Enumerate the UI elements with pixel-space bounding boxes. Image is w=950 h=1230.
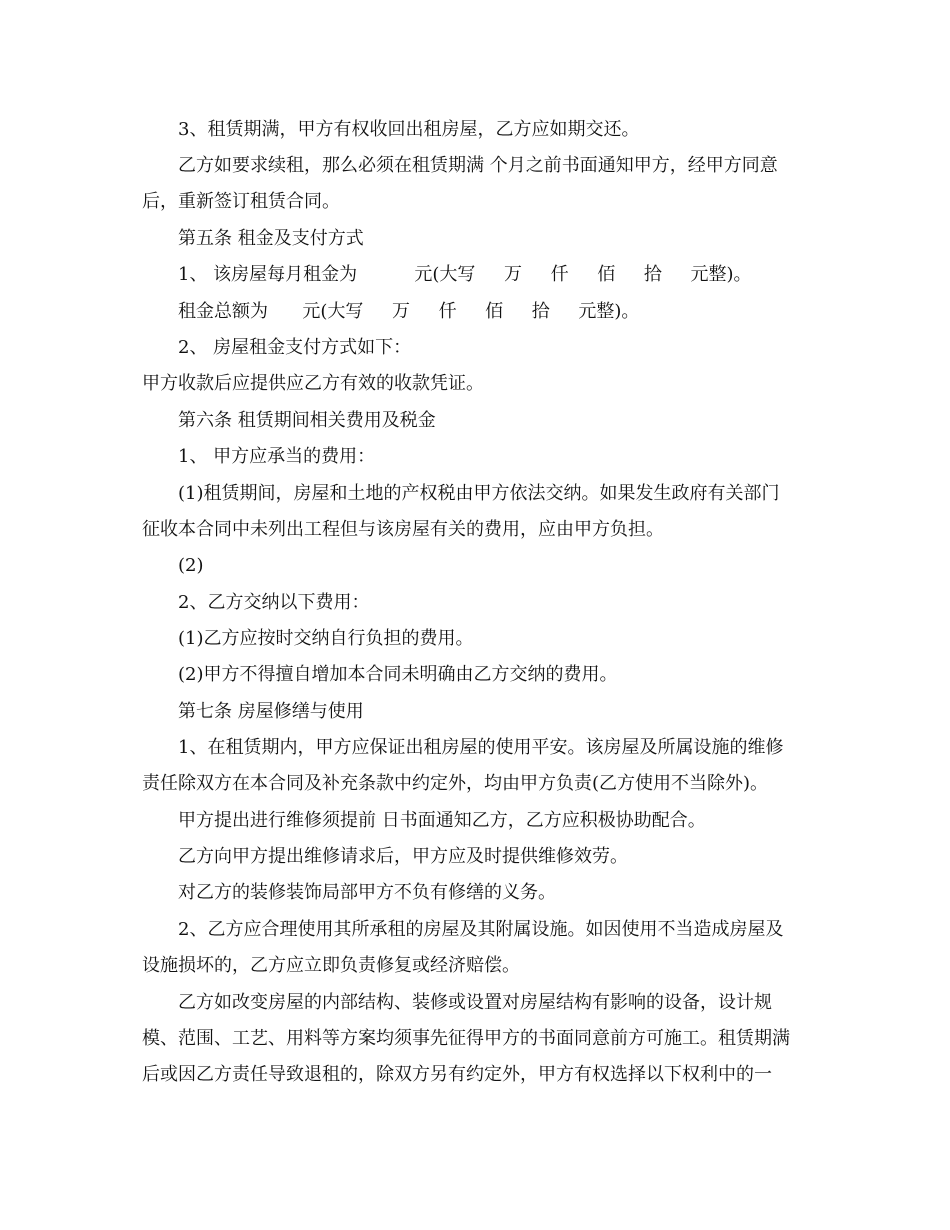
paragraph-line: 责任除双方在本合同及补充条款中约定外，均由甲方负责(乙方使用不当除外)。 (142, 773, 769, 794)
paragraph-line: 对乙方的装修装饰局部甲方不负有修缮的义务。 (178, 882, 556, 903)
paragraph-line: 租金总额为 元(大写 万 仟 佰 拾 元整)。 (178, 301, 640, 322)
section-heading: 第六条 租赁期间相关费用及税金 (178, 410, 436, 431)
paragraph-line: 1、 该房屋每月租金为 元(大写 万 仟 佰 拾 元整)。 (178, 264, 752, 285)
paragraph-line: 设施损坏的，乙方应立即负责修复或经济赔偿。 (142, 955, 520, 976)
paragraph-line: (1)租赁期间，房屋和土地的产权税由甲方依法交纳。如果发生政府有关部门 (178, 483, 780, 504)
paragraph-line: 甲方提出进行维修须提前 日书面通知乙方，乙方应积极协助配合。 (178, 810, 706, 831)
paragraph-line: 乙方如改变房屋的内部结构、装修或设置对房屋结构有影响的设备，设计规 (178, 992, 772, 1013)
paragraph-line: 2、乙方应合理使用其所承租的房屋及其附属设施。如因使用不当造成房屋及 (178, 919, 784, 940)
section-heading: 第五条 租金及支付方式 (178, 228, 364, 249)
paragraph-line: 2、 房屋租金支付方式如下： (178, 337, 412, 358)
paragraph-line: 乙方向甲方提出维修请求后，甲方应及时提供维修效劳。 (178, 846, 628, 867)
paragraph-line: 乙方如要求续租，那么必须在租赁期满 个月之前书面通知甲方，经甲方同意 (178, 155, 778, 176)
paragraph-line: 模、范围、工艺、用料等方案均须事先征得甲方的书面同意前方可施工。租赁期满 (142, 1028, 790, 1049)
paragraph-line: 征收本合同中未列出工程但与该房屋有关的费用，应由甲方负担。 (142, 519, 664, 540)
paragraph-line: 1、 甲方应承当的费用： (178, 446, 376, 467)
paragraph-line: (1)乙方应按时交纳自行负担的费用。 (178, 628, 474, 649)
paragraph-line: (2)甲方不得擅自增加本合同未明确由乙方交纳的费用。 (178, 664, 618, 685)
paragraph-line: 后，重新签订租赁合同。 (142, 191, 340, 212)
section-heading: 第七条 房屋修缮与使用 (178, 701, 364, 722)
paragraph-line: 1、在租赁期内，甲方应保证出租房屋的使用平安。该房屋及所属设施的维修 (178, 737, 784, 758)
paragraph-line: 甲方收款后应提供应乙方有效的收款凭证。 (142, 373, 484, 394)
paragraph-line: 2、乙方交纳以下费用： (178, 592, 370, 613)
paragraph-line: 3、租赁期满，甲方有权收回出租房屋，乙方应如期交还。 (178, 119, 640, 140)
paragraph-line: 后或因乙方责任导致退租的，除双方另有约定外，甲方有权选择以下权利中的一 (142, 1064, 772, 1085)
paragraph-line: (2) (178, 555, 204, 576)
